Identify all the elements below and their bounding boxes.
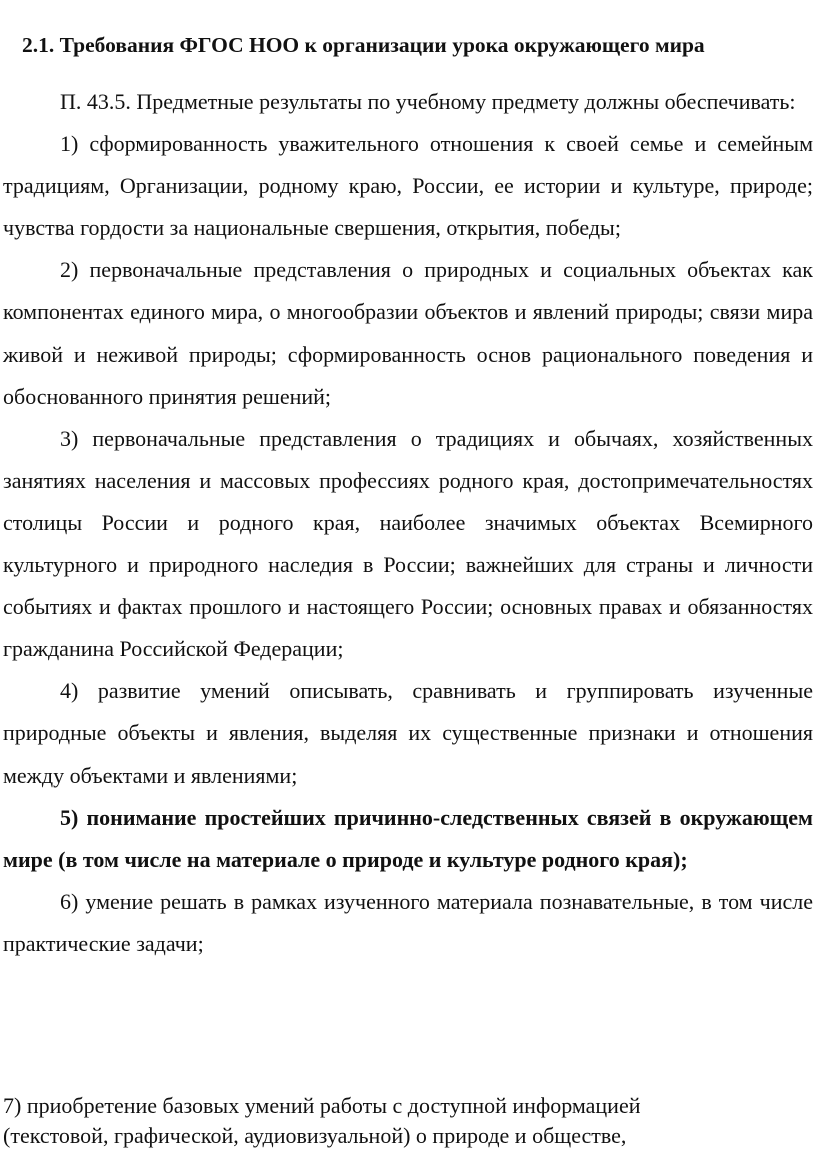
paragraph-item-3: 3) первоначальные представления о традициях и обычаях, хозяйственных занятиях населения и массовых профессиях родного края, достопримечательностях столицы России и родного края, наиболее значимых объектах Всемирного культурного и природного наследия в России; важнейших для страны и личности событиях и фактах прошлого и настоящего России; основных правах и обязанностях гражданина Российской Федерации; <box>3 425 813 662</box>
paragraph-item-7 <box>3 1091 793 1151</box>
paragraph-item-7-line-1: 7) приобретение базовых умений работы с доступной информацией <box>3 1093 641 1118</box>
paragraph-intro: П. 43.5. Предметные результаты по учебному предмету должны обеспечивать: <box>60 89 796 114</box>
paragraph-item-6: 6) умение решать в рамках изученного материала познавательные, в том числе практические задачи; <box>3 888 813 956</box>
paragraph-item-7-line-2: (текстовой, графической, аудиовизуальной) о природе и обществе, <box>3 1123 627 1148</box>
paragraph-item-4: 4) развитие умений описывать, сравнивать и группировать изученные природные объекты и явления, выделяя их существенные признаки и отношения между объектами и явлениями; <box>3 678 813 788</box>
section-title: 2.1. Требования ФГОС НОО к организации урока окружающего мира <box>22 33 705 57</box>
paragraph-item-5-highlighted: 5) понимание простейших причинно-следственных связей в окружающем мире (в том числе на материале о природе и культуре родного края); <box>3 804 813 872</box>
paragraph-item-1: 1) сформированность уважительного отношения к своей семье и семейным традициям, Организации, родному краю, России, ее истории и культуре, природе; чувства гордости за национальные свершения, открытия, победы; <box>3 131 813 241</box>
document-body <box>3 81 813 965</box>
paragraph-item-2: 2) первоначальные представления о природных и социальных объектах как компонентах единого мира, о многообразии объектов и явлений природы; связи мира живой и неживой природы; сформированность основ рационального поведения и обоснованного принятия решений; <box>3 257 813 409</box>
